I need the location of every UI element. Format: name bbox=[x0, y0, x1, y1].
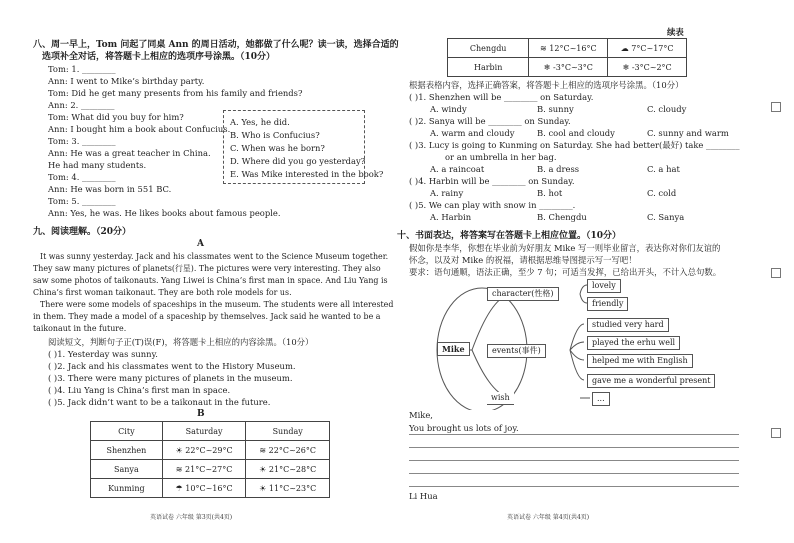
temp-value: -3°C~3°C bbox=[553, 62, 593, 72]
page-footer: 英语试卷 六年级 第4页(共4页) bbox=[507, 514, 590, 521]
temp-value: 21°C~28°C bbox=[268, 464, 317, 474]
binding-mark bbox=[771, 268, 781, 278]
table-row bbox=[91, 441, 330, 460]
page-4 bbox=[397, 0, 794, 543]
option-item: C. When was he born? bbox=[230, 143, 325, 153]
city-cell: Kunming bbox=[91, 479, 163, 498]
option-item: E. Was Mike interested in the book? bbox=[230, 169, 384, 179]
table-row bbox=[91, 460, 330, 479]
passage-a-line: taikonaut in the future. bbox=[33, 324, 127, 333]
writing-line bbox=[409, 473, 739, 474]
dialog-line: Tom: What did you buy for him? bbox=[48, 112, 184, 122]
table-row bbox=[448, 58, 687, 77]
mind-map-lovely: lovely bbox=[587, 279, 621, 293]
mc-option: C. a hat bbox=[647, 164, 680, 174]
temp-value: 12°C~16°C bbox=[549, 43, 597, 53]
passage-a-line: saw some photos of taikonauts. Yang Liwei is China’s first man in space. And Liu Yang is bbox=[33, 276, 388, 285]
dialog-line: Tom: 1. ________ bbox=[48, 64, 116, 74]
city-cell: Chengdu bbox=[448, 39, 529, 58]
sun-icon: ☀ bbox=[175, 445, 186, 455]
wind-icon: ≋ bbox=[259, 445, 269, 455]
option-item: B. Who is Confucius? bbox=[230, 130, 320, 140]
section-9-title: 九、阅读理解。（20分） bbox=[33, 227, 132, 237]
mc-question-cont: or an umbrella in her bag. bbox=[445, 152, 557, 162]
binding-mark bbox=[771, 428, 781, 438]
section-8-title-line2: 选项补全对话，将答题卡上相应的选项序号涂黑。（10分） bbox=[42, 52, 276, 62]
mind-map-event: gave me a wonderful present bbox=[587, 374, 715, 388]
table-row bbox=[91, 479, 330, 498]
sun-icon: ☀ bbox=[259, 483, 269, 493]
letter-first-line: You brought us lots of joy. bbox=[409, 423, 519, 433]
mind-map-event: helped me with English bbox=[587, 354, 693, 368]
cloud-icon: ☁ bbox=[620, 43, 632, 53]
city-cell: Shenzhen bbox=[91, 441, 163, 460]
dialog-line: Ann: 2. ________ bbox=[48, 100, 115, 110]
wind-icon: ≋ bbox=[540, 43, 550, 53]
weather-cell bbox=[162, 479, 246, 498]
table-row bbox=[448, 39, 687, 58]
option-item: D. Where did you go yesterday? bbox=[230, 156, 366, 166]
temp-value: 22°C~26°C bbox=[268, 445, 316, 455]
section-10-text: 要求：语句通顺，语法正确，至少 7 句；可适当发挥，已给出开头，不计入总句数。 bbox=[409, 267, 722, 277]
passage-a-line: It was sunny yesterday. Jack and his classmates went to the Science Museum together. bbox=[40, 252, 389, 261]
mind-map-more: ... bbox=[592, 392, 610, 406]
dialog-line: Ann: I went to Mike’s birthday party. bbox=[48, 76, 205, 86]
dialog-line: Tom: 4. ________ bbox=[48, 172, 116, 182]
weather-cell bbox=[529, 58, 608, 77]
mc-question: ( )1. Shenzhen will be ________ on Saturday. bbox=[409, 92, 594, 102]
writing-line bbox=[409, 460, 739, 461]
weather-cell bbox=[246, 479, 330, 498]
passage-a-line: in them. They made a model of a spaceship by themselves. Jack said he wanted to be a bbox=[33, 312, 381, 321]
mind-map-event: played the erhu well bbox=[587, 336, 680, 350]
section-10-title: 十、书面表达，将答案写在答题卡上相应位置。（10分） bbox=[397, 231, 622, 241]
snow-icon: ❄ bbox=[622, 62, 632, 72]
binding-mark bbox=[771, 102, 781, 112]
sun-icon: ☀ bbox=[259, 464, 269, 474]
weather-cell bbox=[608, 39, 687, 58]
weather-cell bbox=[608, 58, 687, 77]
letter-signature: Li Hua bbox=[409, 491, 438, 501]
mind-map-friendly: friendly bbox=[587, 297, 628, 311]
tf-item: ( )2. Jack and his classmates went to the History Museum. bbox=[48, 361, 296, 371]
mind-map-character: character(性格) bbox=[487, 287, 559, 301]
temp-value: 11°C~23°C bbox=[268, 483, 317, 493]
mc-option: C. sunny and warm bbox=[647, 128, 729, 138]
mind-map-events: events(事件) bbox=[487, 344, 546, 358]
rain-icon: ☂ bbox=[175, 483, 186, 493]
mc-question: ( )2. Sanya will be ________ on Sunday. bbox=[409, 116, 571, 126]
dialog-line: Ann: He was born in 551 BC. bbox=[48, 184, 172, 194]
mc-question: ( )5. We can play with snow in ________. bbox=[409, 200, 576, 210]
table-header-row bbox=[91, 422, 330, 441]
snow-icon: ❄ bbox=[543, 62, 554, 72]
option-item: A. Yes, he did. bbox=[230, 117, 290, 127]
mc-question: ( )3. Lucy is going to Kunming on Saturday. She had better(最好) take ________ bbox=[409, 140, 740, 150]
wind-icon: ≋ bbox=[175, 464, 186, 474]
continued-label: 续表 bbox=[667, 27, 684, 37]
mc-option: B. a dress bbox=[537, 164, 580, 174]
weather-table-continued bbox=[447, 38, 687, 77]
city-cell: Harbin bbox=[448, 58, 529, 77]
tf-item: ( )5. Jack didn’t want to be a taikonaut in the future. bbox=[48, 397, 271, 407]
passage-a-line: China’s first woman taikonaut. They are both role models for us. bbox=[33, 288, 292, 297]
table-header-cell: City bbox=[91, 422, 163, 441]
weather-cell bbox=[246, 441, 330, 460]
mc-question: ( )4. Harbin will be ________ on Sunday. bbox=[409, 176, 575, 186]
mc-option: B. sunny bbox=[537, 104, 574, 114]
mc-option: B. Chengdu bbox=[537, 212, 587, 222]
passage-b-label: B bbox=[197, 409, 205, 419]
dialog-line: Ann: He was a great teacher in China. bbox=[48, 148, 211, 158]
mc-option: C. cloudy bbox=[647, 104, 687, 114]
temp-value: 22°C~29°C bbox=[185, 445, 233, 455]
weather-cell bbox=[529, 39, 608, 58]
passage-a-label: A bbox=[197, 239, 204, 249]
mind-map-center: Mike bbox=[437, 342, 470, 356]
writing-line bbox=[409, 447, 739, 448]
table-header-cell: Saturday bbox=[162, 422, 246, 441]
weather-cell bbox=[246, 460, 330, 479]
passage-a-line: They saw many pictures of planets(行星). The pictures were very interesting. They also bbox=[33, 264, 381, 273]
temp-value: 10°C~16°C bbox=[185, 483, 233, 493]
tf-item: ( )1. Yesterday was sunny. bbox=[48, 349, 158, 359]
mc-option: A. warm and cloudy bbox=[430, 128, 515, 138]
temp-value: -3°C~2°C bbox=[631, 62, 672, 72]
mc-option: A. rainy bbox=[430, 188, 464, 198]
tf-instructions: 阅读短文，判断句子正(T)误(F)，将答题卡上相应的内容涂黑。（10分） bbox=[48, 337, 314, 347]
tf-item: ( )3. There were many pictures of planets in the museum. bbox=[48, 373, 293, 383]
weather-cell bbox=[162, 441, 246, 460]
writing-line bbox=[409, 434, 739, 435]
mc-option: C. Sanya bbox=[647, 212, 685, 222]
dialog-line: Ann: I bought him a book about Confucius. bbox=[48, 124, 231, 134]
mc-option: A. windy bbox=[430, 104, 467, 114]
mind-map-wish: wish bbox=[487, 392, 514, 405]
weather-table bbox=[90, 421, 330, 498]
dialog-line: Tom: Did he get many presents from his family and friends? bbox=[48, 88, 303, 98]
mc-option: A. a raincoat bbox=[430, 164, 485, 174]
mc-option: B. hot bbox=[537, 188, 563, 198]
letter-greeting: Mike, bbox=[409, 410, 433, 420]
section-10-text: 怀念，以及对 Mike 的祝福，请根据思维导图提示写一写吧！ bbox=[409, 255, 637, 265]
page-footer: 英语试卷 六年级 第3页(共4页) bbox=[150, 514, 233, 521]
temp-value: 7°C~17°C bbox=[631, 43, 674, 53]
section-8-title: 八、周一早上，Tom 问起了同桌 Ann 的周日活动，她都做了什么呢？读一读，选择合适的 bbox=[33, 40, 399, 50]
mc-option: A. Harbin bbox=[430, 212, 472, 222]
mc-option: C. cold bbox=[647, 188, 677, 198]
mc-instructions: 根据表格内容，选择正确答案，将答题卡上相应的选项序号涂黑。（10分） bbox=[409, 80, 684, 90]
mc-option: B. cool and cloudy bbox=[537, 128, 615, 138]
weather-cell bbox=[162, 460, 246, 479]
dialog-line: Tom: 5. ________ bbox=[48, 196, 116, 206]
dialog-line: Ann: Yes, he was. He likes books about famous people. bbox=[48, 208, 281, 218]
passage-a-line: There were some models of spaceships in the museum. The students were all interested bbox=[40, 300, 394, 309]
temp-value: 21°C~27°C bbox=[185, 464, 233, 474]
dialog-line: Tom: 3. ________ bbox=[48, 136, 116, 146]
mind-map-event: studied very hard bbox=[587, 318, 669, 332]
writing-line bbox=[409, 486, 739, 487]
section-10-text: 假如你是李华，你想在毕业前为好朋友 Mike 写一则毕业留言，表达你对你们友谊的 bbox=[409, 243, 721, 253]
table-header-cell: Sunday bbox=[246, 422, 330, 441]
tf-item: ( )4. Liu Yang is China’s first man in space. bbox=[48, 385, 231, 395]
city-cell: Sanya bbox=[91, 460, 163, 479]
dialog-line: He had many students. bbox=[48, 160, 147, 170]
